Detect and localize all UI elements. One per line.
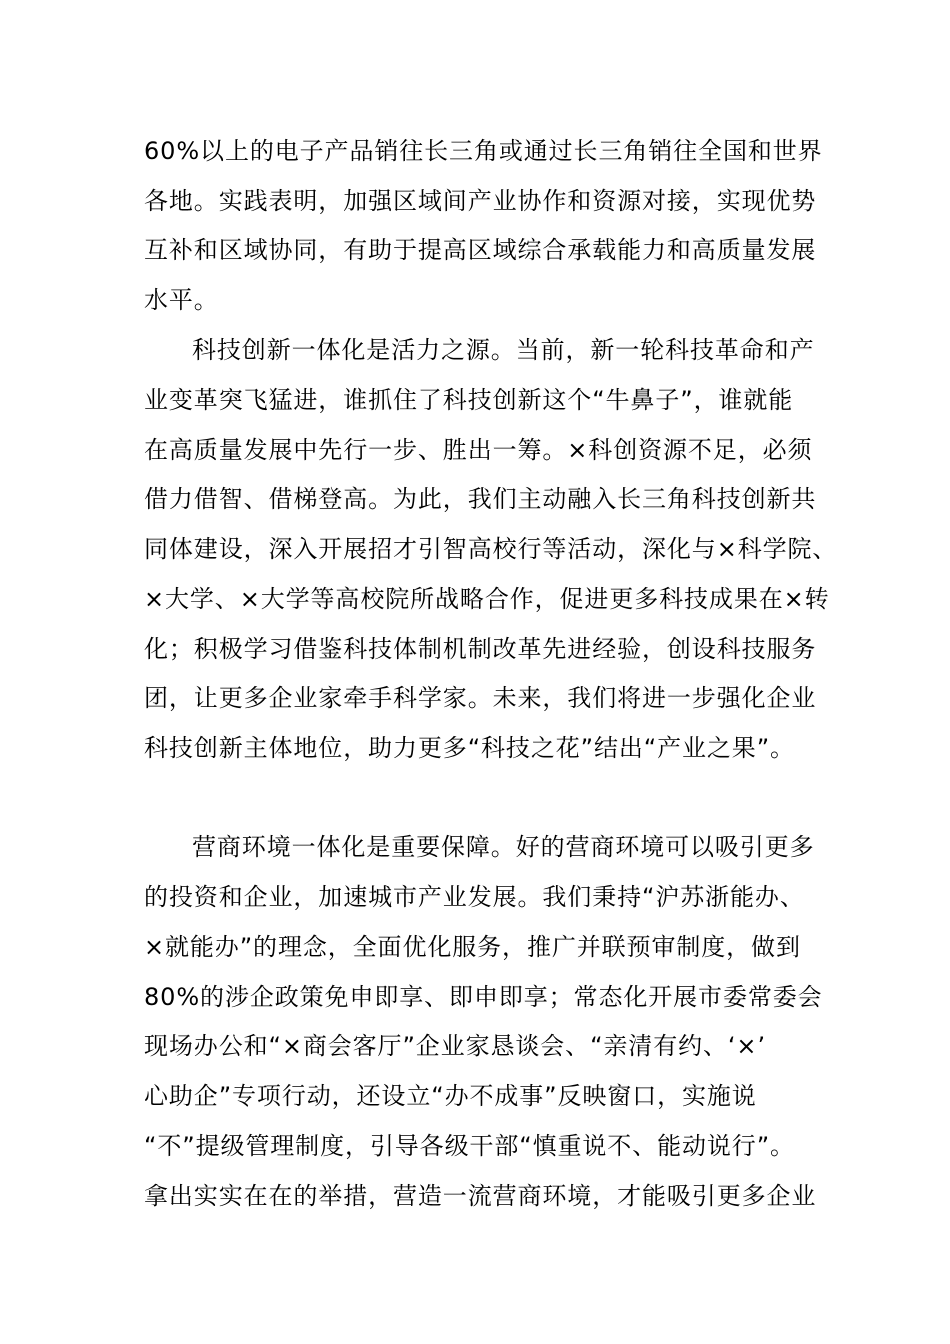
text-line: “不”提级管理制度，引导各级干部“慎重说不、能动说行”。 [144,1132,795,1160]
text-line: 80%的涉企政策免申即享、即申即享；常态化开展市委常委会 [144,983,823,1011]
text-line: 借力借智、借梯登高。为此，我们主动融入长三角科技创新共 [144,485,817,513]
text-line: 科技创新一体化是活力之源。当前，新一轮科技革命和产 [192,336,815,364]
text-line: 在高质量发展中先行一步、胜出一筹。×科创资源不足，必须 [144,436,813,464]
text-line: 心助企”专项行动，还设立“办不成事”反映窗口，实施说 [144,1082,757,1110]
text-line: 科技创新主体地位，助力更多“科技之花”结出“产业之果”。 [144,734,795,762]
text-line: 营商环境一体化是重要保障。好的营商环境可以吸引更多 [192,833,815,861]
text-line: ×大学、×大学等高校院所战略合作，促进更多科技成果在×转 [144,585,830,613]
text-line: 化；积极学习借鉴科技体制机制改革先进经验，创设科技服务 [144,635,817,663]
text-line: 各地。实践表明，加强区域间产业协作和资源对接，实现优势 [144,187,817,215]
text-line: ×就能办”的理念，全面优化服务，推广并联预审制度，做到 [144,933,801,961]
text-line: 水平。 [144,286,219,314]
text-line: 现场办公和“×商会客厅”企业家恳谈会、“亲清有约、‘×’ [144,1032,766,1060]
text-line: 的投资和企业，加速城市产业发展。我们秉持“沪苏浙能办、 [144,883,805,911]
text-line: 拿出实实在在的举措，营造一流营商环境，才能吸引更多企业 [144,1182,817,1210]
text-line: 互补和区域协同，有助于提高区域综合承载能力和高质量发展 [144,236,817,264]
text-line: 团，让更多企业家牵手科学家。未来，我们将进一步强化企业 [144,684,817,712]
text-line: 60%以上的电子产品销往长三角或通过长三角销往全国和世界 [144,137,823,165]
text-line: 同体建设，深入开展招才引智高校行等活动，深化与×科学院、 [144,535,838,563]
text-line: 业变革突飞猛进，谁抓住了科技创新这个“牛鼻子”，谁就能 [144,386,794,414]
